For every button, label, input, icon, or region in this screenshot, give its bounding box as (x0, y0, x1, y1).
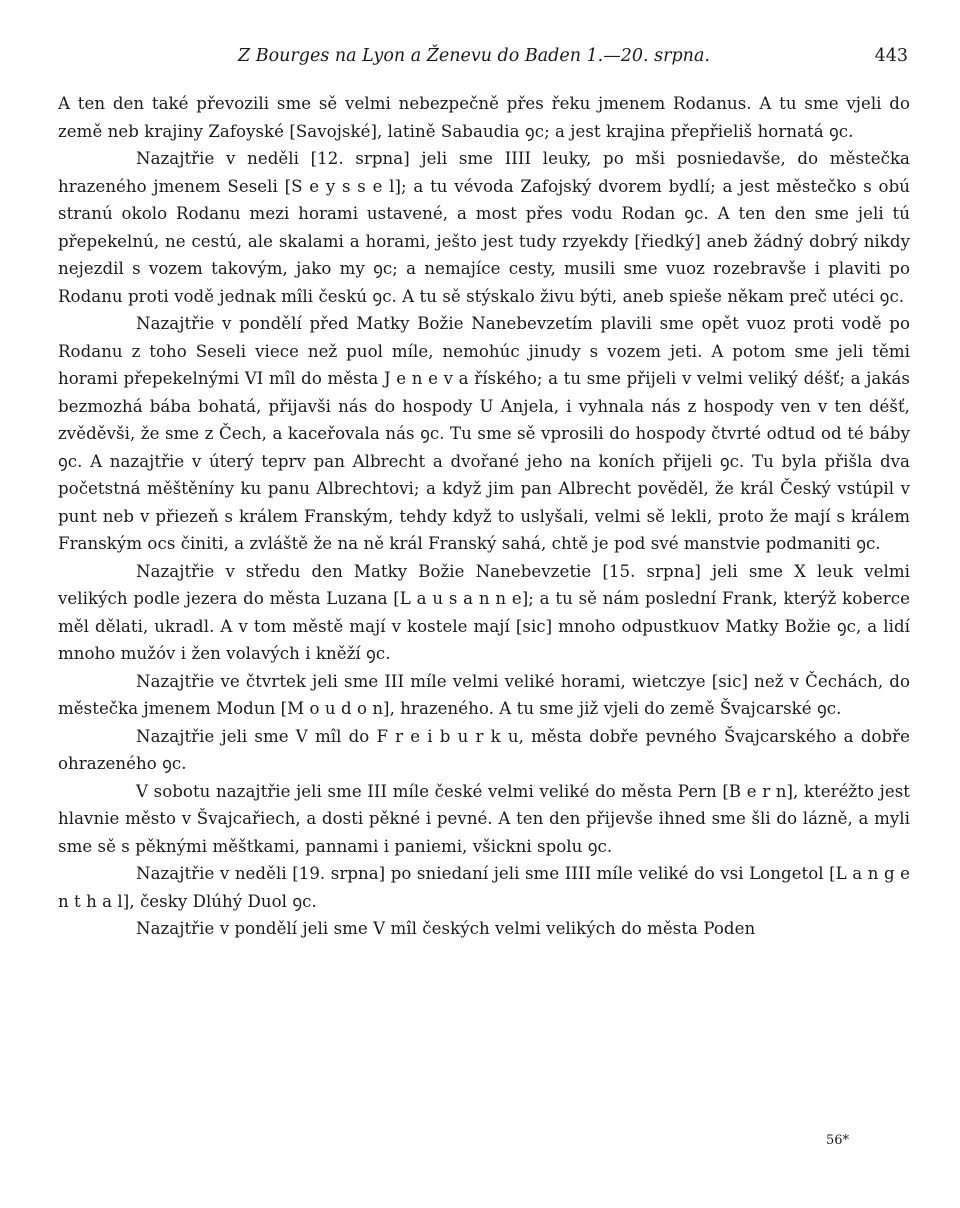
paragraph: A ten den také převozili sme sě velmi nebezpečně přes řeku jmenem Rodanus. A tu sme vjeli do země neb krajiny Zafoyské [Savojské], latině Sabaudia ꝯc; a jest krajina přepřieliš hornatá ꝯc. (58, 94, 910, 141)
paragraph: Nazajtřie v neděli [19. srpna] po sniedaní jeli sme IIII míle veliké do vsi Longetol [L a n g e n t h a l], česky Dlúhý Duol ꝯc. (58, 864, 910, 911)
running-head (58, 46, 908, 72)
paragraph: Nazajtřie v středu den Matky Božie Nanebevzetie [15. srpna] jeli sme X leuk velmi velikých podle jezera do města Luzana [L a u s a n n e]; a tu sě nám poslední Frank, kterýž koberce měl dělati, ukradl. A v tom městě mají v kostele mají [sic] mnoho odpustkuov Matky Božie ꝯc, a lidí mnoho mužóv i žen volavých i kněží ꝯc. (58, 561, 910, 663)
running-title: Z Bourges na Lyon a Ženevu do Baden 1.—20. srpna. (238, 46, 710, 66)
paragraph: Nazajtřie v pondělí před Matky Božie Nanebevzetím plavili sme opět vuoz proti vodě po Rodanu z toho Seseli viece než puol míle, nemohúc jinudy s vozem jeti. A potom sme jeli těmi horami přepekelnými VI mîl do města J e n e v a říského; a tu sme přijeli v velmi veliký déšť; a jakás bezmozhá bába bohatá, přijavši nás do hospody U Anjela, i vyhnala nás z hospody ven v ten déšť, zvěděvši, že sme z Čech, a kaceřovala nás ꝯc. Tu sme sě vprosili do hospody čtvrté odtud od té báby ꝯc. A nazajtřie v úterý teprv pan Albrecht a dvořané jeho na koních přijeli ꝯc. Tu byla přišla dva početstná měštěníny ku panu Albrechtovi; a když jim pan Albrecht pověděl, že král Český vstúpil v punt neb v přiezeň s králem Franským, tehdy když to uslyšali, velmi sě lekli, proto že mají s králem Franským ocs činiti, a zvláště že na ně král Franský sahá, chtě je pod své manstvie podmaniti ꝯc. (58, 314, 910, 553)
paragraph: Nazajtřie ve čtvrtek jeli sme III míle velmi veliké horami, wietczye [sic] než v Čechách, do městečka jmenem Modun [M o u d o n], hrazeného. A tu sme již vjeli do země Švajcarské ꝯc. (58, 671, 910, 718)
signature-mark: 56* (826, 1133, 850, 1148)
paragraph: Nazajtřie v neděli [12. srpna] jeli sme IIII leuky, po mši posniedavše, do městečka hrazeného jmenem Seseli [S e y s s e l]; a tu vévoda Zafojský dvorem bydlí; a jest městečko s obú stranú okolo Rodanu mezi horami ustavené, a most přes vodu Rodan ꝯc. A ten den sme jeli tú přepekelnú, ne cestú, ale skalami a horami, ješto jest tudy rzyekdy [řiedký] aneb žádný dobrý nikdy nejezdil s vozem takovým, jako my ꝯc; a nemajíce cesty, musili sme vuoz rozebravše i plaviti po Rodanu proti vodě jednak mîli českú ꝯc. A tu sě stýskalo živu býti, aneb spieše někam preč utéci ꝯc. (58, 149, 910, 306)
paragraph: V sobotu nazajtřie jeli sme III míle české velmi veliké do města Pern [B e r n], kteréžto jest hlavnie město v Švajcařiech, a dosti pěkné i pevné. A ten den přijevše ihned sme šli do lázně, a myli sme sě s pěknými měštkami, pannami i paniemi, všickni spolu ꝯc. (58, 781, 910, 856)
paragraph: Nazajtřie v pondělí jeli sme V mîl českých velmi velikých do města Poden (136, 919, 756, 938)
paragraph: Nazajtřie jeli sme V mîl do F r e i b u r k u, města dobře pevného Švajcarského a dobře ohrazeného ꝯc. (58, 726, 910, 773)
body-text (58, 90, 910, 943)
page-number: 443 (874, 46, 908, 66)
